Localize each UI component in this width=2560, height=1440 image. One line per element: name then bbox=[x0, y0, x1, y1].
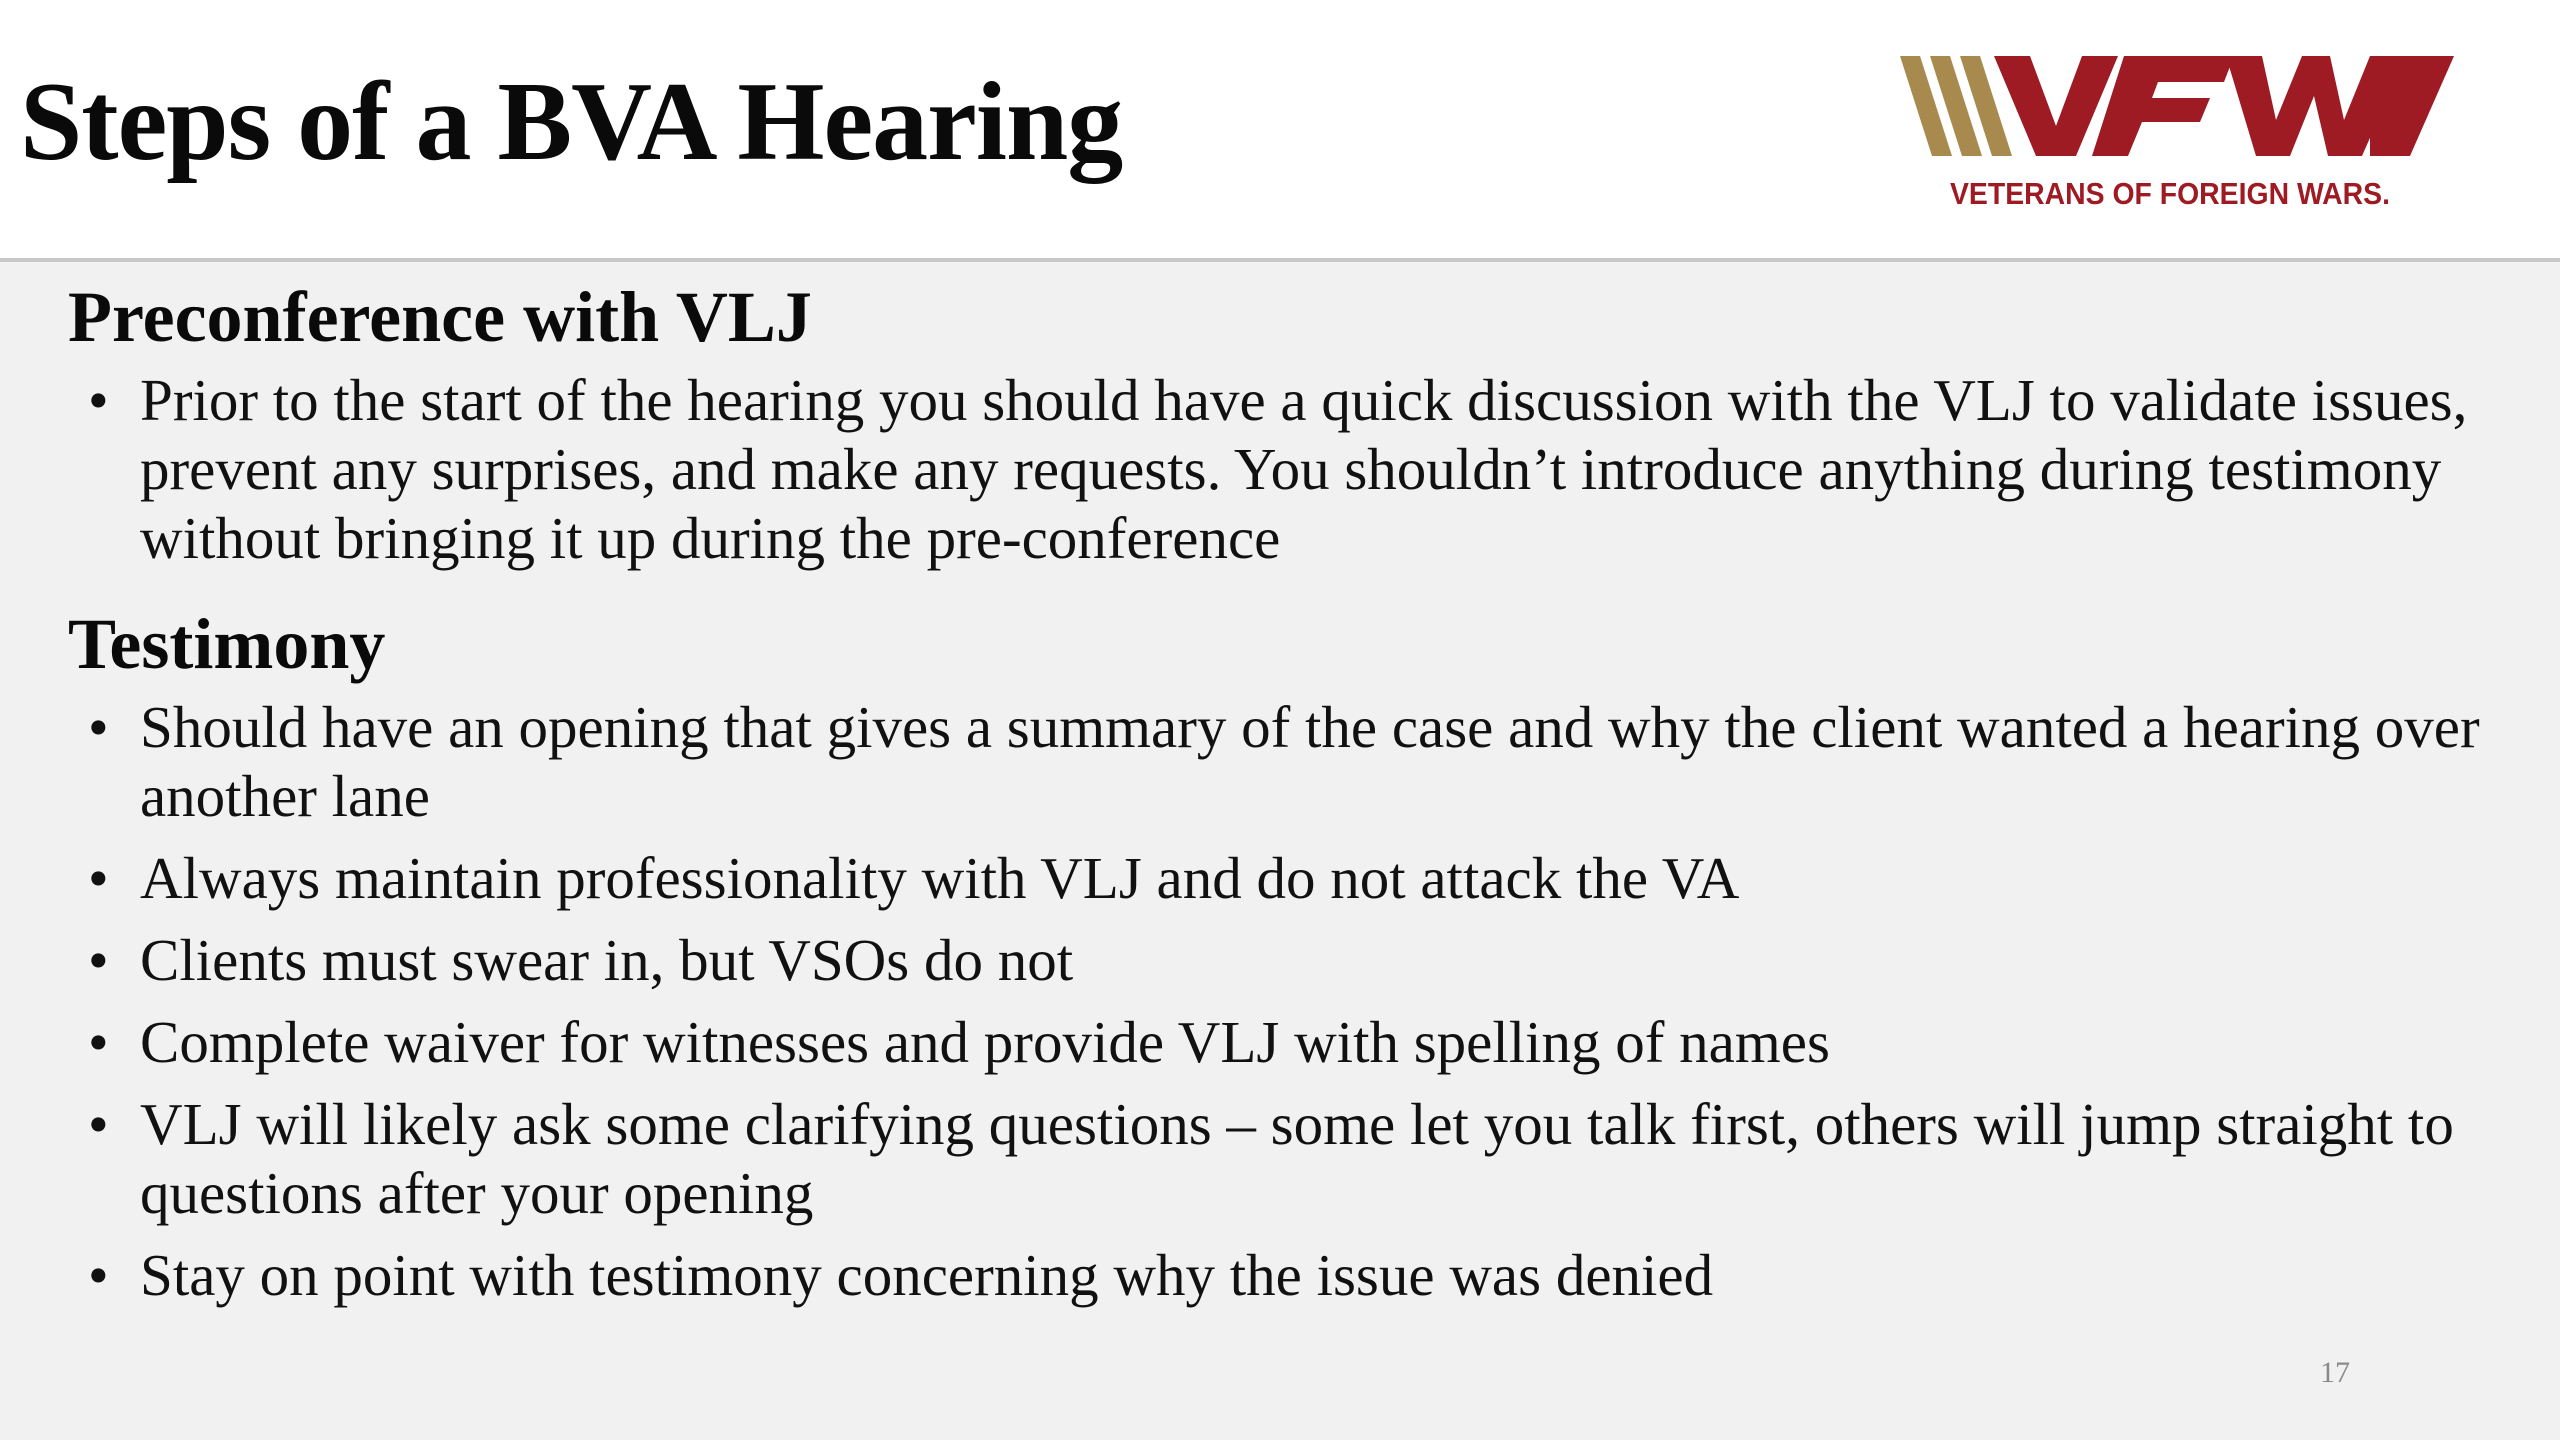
section-heading-testimony: Testimony bbox=[68, 604, 386, 684]
bullet-dot: • bbox=[88, 367, 109, 433]
bullet-item bbox=[68, 1008, 2508, 1077]
section-preconference bbox=[68, 272, 2508, 573]
logo-tagline: VETERANS OF FOREIGN WARS. bbox=[1950, 176, 2390, 211]
bullet-dot: • bbox=[88, 1091, 109, 1157]
bullet-dot: • bbox=[88, 1242, 109, 1308]
bullet-item bbox=[68, 844, 2508, 913]
section-heading-preconference: Preconference with VLJ bbox=[68, 277, 812, 357]
bullet-text: Always maintain professionality with VLJ and do not attack the VA bbox=[140, 845, 1740, 911]
logo-letter-w-right bbox=[2370, 56, 2454, 156]
bullet-item bbox=[68, 366, 2508, 573]
section-testimony bbox=[68, 599, 2508, 1310]
bullet-dot: • bbox=[88, 694, 109, 760]
bullet-dot: • bbox=[88, 1009, 109, 1075]
bullet-list-testimony bbox=[68, 693, 2508, 1310]
bullet-list-preconference bbox=[68, 366, 2508, 573]
bullet-text: Should have an opening that gives a summary of the case and why the client wanted a hearing over another lane bbox=[140, 694, 2480, 829]
bullet-item bbox=[68, 1090, 2508, 1228]
bullet-dot: • bbox=[88, 927, 109, 993]
bullet-dot: • bbox=[88, 845, 109, 911]
bullet-text: Complete waiver for witnesses and provide VLJ with spelling of names bbox=[140, 1009, 1830, 1075]
bullet-text: VLJ will likely ask some clarifying questions – some let you talk first, others will jump straight to questions after your opening bbox=[140, 1091, 2454, 1226]
bullet-text: Prior to the start of the hearing you should have a quick discussion with the VLJ to validate issues, prevent any surprises, and make any requests. You shouldn’t introduce anything during testimony without bringing it up during the pre-conference bbox=[140, 367, 2468, 571]
logo-letter-f bbox=[2092, 56, 2234, 156]
slide-header bbox=[0, 0, 2560, 262]
bullet-text: Stay on point with testimony concerning why the issue was denied bbox=[140, 1242, 1714, 1308]
vfw-logo-graphic bbox=[1900, 56, 2460, 216]
slide-title: Steps of a BVA Hearing bbox=[20, 60, 1123, 184]
bullet-text: Clients must swear in, but VSOs do not bbox=[140, 927, 1074, 993]
bullet-item bbox=[68, 693, 2508, 831]
bullet-item bbox=[68, 1241, 2508, 1310]
vfw-logo bbox=[1900, 56, 2460, 216]
slide-content bbox=[68, 272, 2508, 1310]
slide-number: 17 bbox=[2320, 1356, 2350, 1389]
bullet-item bbox=[68, 926, 2508, 995]
